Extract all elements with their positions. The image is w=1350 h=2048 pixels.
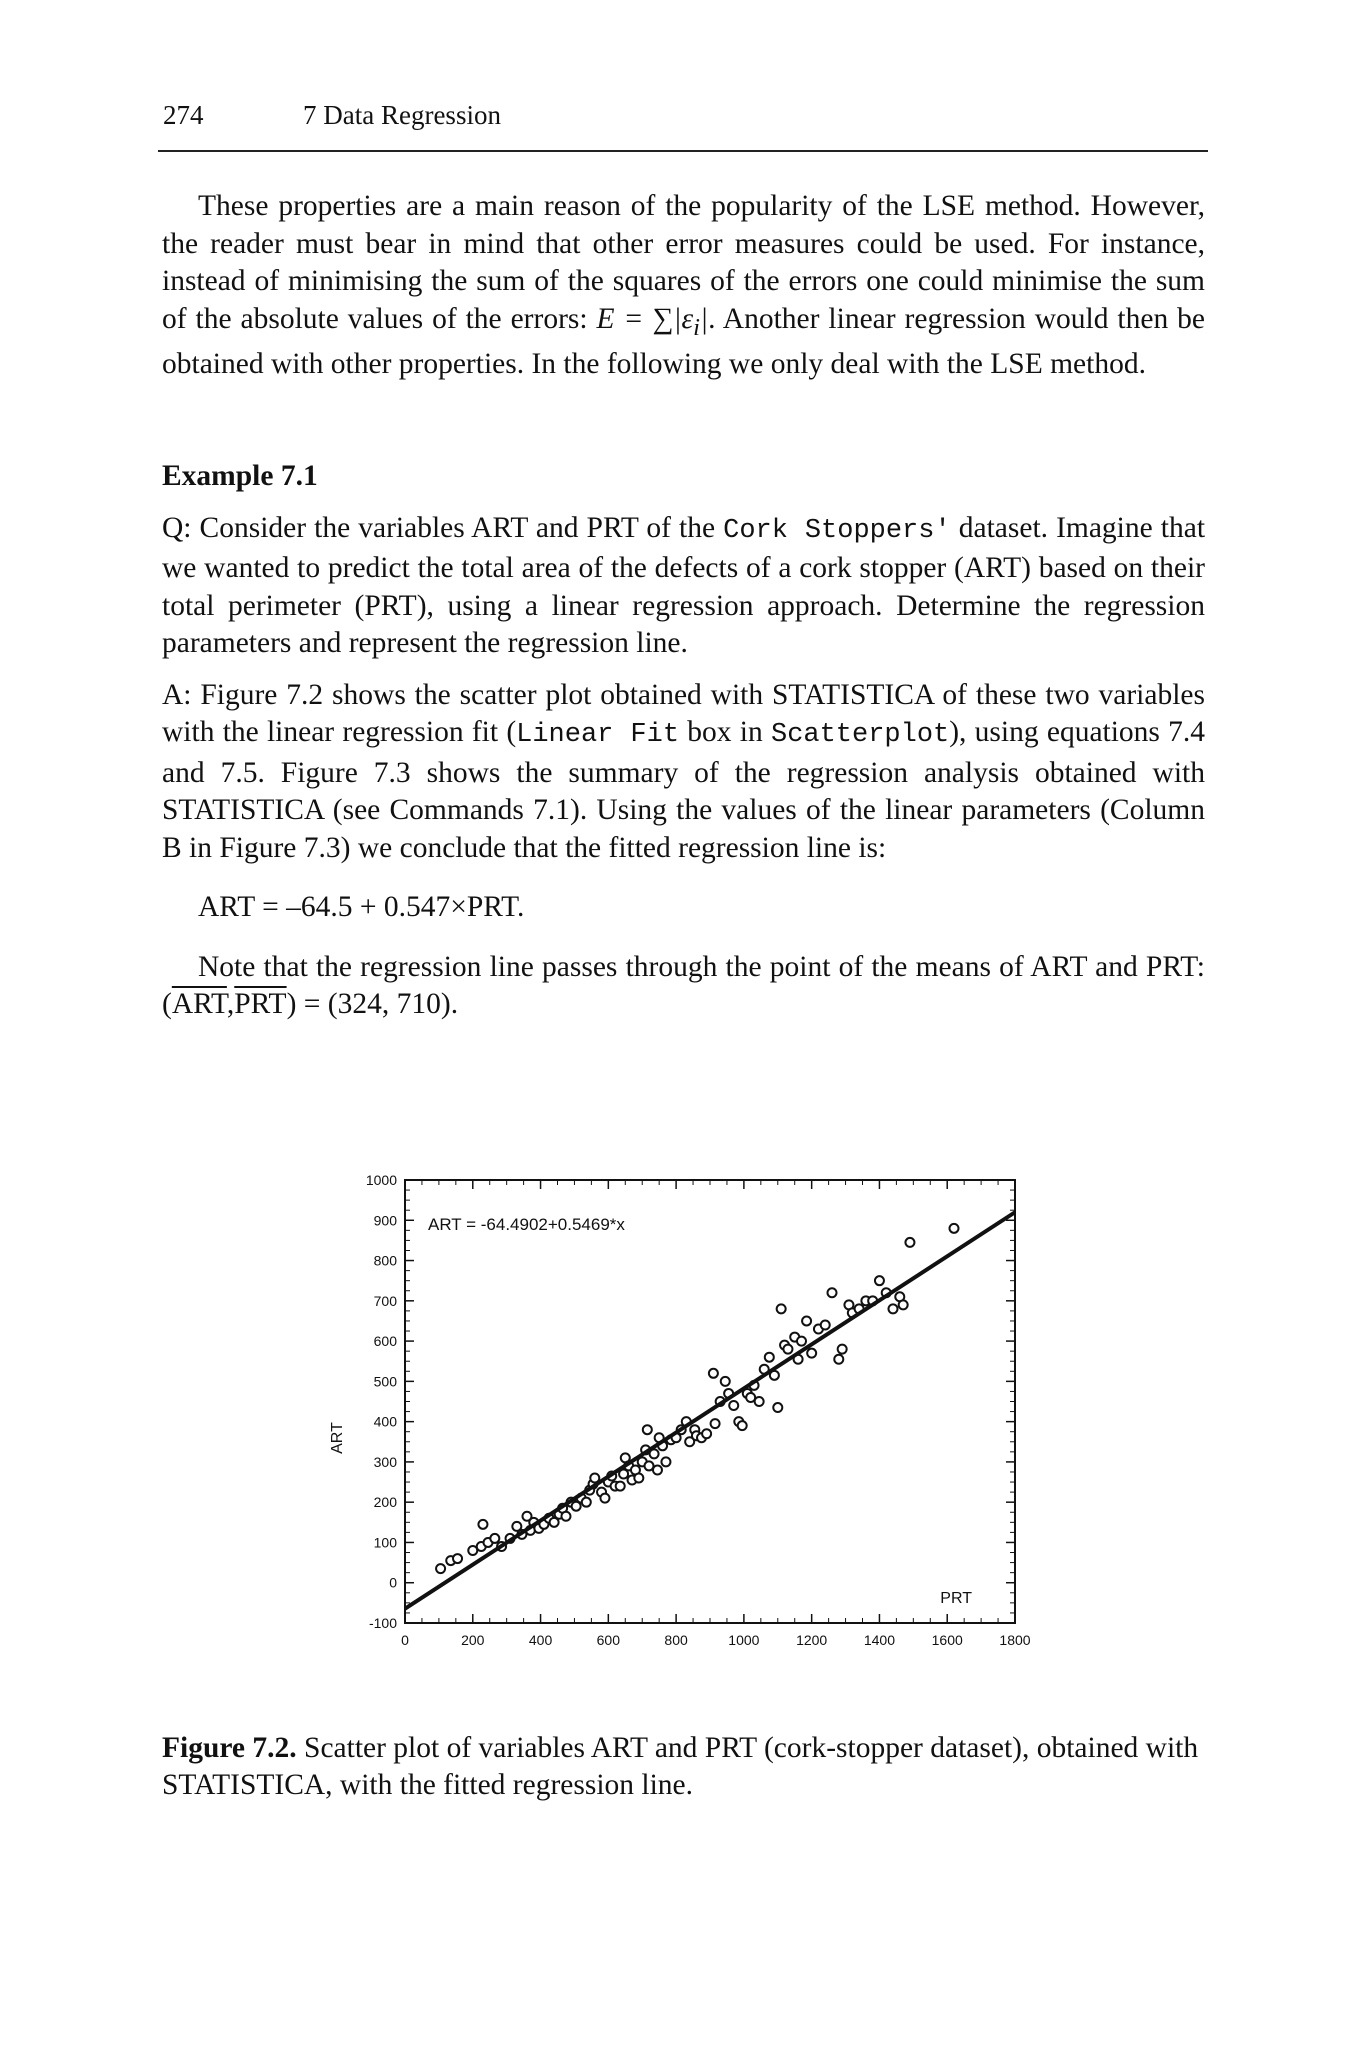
lse-text: These properties are a main reason of the popularity of the LSE method. However, the reader must bear in mind that other error measures could be used. For instance, instead of minimising the sum of the squares of the errors one could minimise the sum of the absolute values of the errors: — [162, 190, 1205, 335]
lse-text-rest: . Another linear regression would then be obtained with other properties. In the following we only deal with the LSE method. — [162, 302, 1205, 380]
data-point — [773, 1403, 782, 1412]
y-tick-label: 300 — [373, 1453, 397, 1470]
abs-error-formula: $E = \sum|\varepsilon_i|$ — [596, 302, 709, 341]
mean-prt: $\overline{PRT}$ — [234, 988, 287, 1020]
data-point — [797, 1337, 806, 1346]
y-axis-label: ART — [329, 1422, 346, 1454]
example-answer: A: Figure 7.2 shows the scatter plot obtained with STATISTICA of these two variables with the linear regression fit (Linear Fit box in Scatterplot), using equations 7.4 and 7.5. Figure 7.3 shows the summary of the regression analysis obtained with STATISTICA (see Commands 7.1). Using the values of the linear parameters (Column B in Figure 7.3) we conclude that the fitted regression line is: — [162, 678, 1206, 864]
data-point — [453, 1554, 462, 1563]
data-point — [821, 1320, 830, 1329]
data-point — [834, 1355, 843, 1364]
data-point — [802, 1316, 811, 1325]
x-axis-label: PRT — [940, 1590, 972, 1607]
data-point — [643, 1425, 652, 1434]
y-tick-label: 600 — [373, 1333, 397, 1350]
data-point — [807, 1349, 816, 1358]
x-tick-label: 600 — [596, 1632, 621, 1648]
data-point — [490, 1534, 499, 1543]
data-point — [828, 1288, 837, 1297]
data-point — [950, 1224, 959, 1233]
y-tick-label: 200 — [373, 1494, 397, 1511]
y-tick-label: 100 — [373, 1534, 397, 1551]
y-tick-label: 0 — [389, 1574, 397, 1591]
data-point — [738, 1421, 747, 1430]
data-point — [783, 1345, 792, 1354]
y-tick-label: 500 — [373, 1373, 397, 1390]
x-tick-label: 400 — [528, 1632, 553, 1648]
example-question: Q: Consider the variables ART and PRT of the Cork Stoppers' dataset. Imagine that we wanted to predict the total area of the defects of a cork stopper (ART) based on their total perimeter (PRT), using a linear regression approach. Determine the regression parameters and represent the regression line. — [162, 511, 1206, 659]
lse-paragraph — [162, 188, 1205, 383]
data-point — [661, 1457, 670, 1466]
plot-frame — [405, 1180, 1015, 1623]
data-point — [616, 1482, 625, 1491]
data-point — [561, 1512, 570, 1521]
x-tick-label: 1000 — [728, 1632, 760, 1648]
data-point — [838, 1345, 847, 1354]
y-tick-label: 800 — [373, 1252, 397, 1269]
data-point — [634, 1474, 643, 1483]
example-block — [162, 458, 1205, 1024]
regression-line — [405, 1212, 1015, 1608]
data-point — [600, 1494, 609, 1503]
y-tick-label: 700 — [373, 1292, 397, 1309]
y-tick-label: 1000 — [365, 1172, 397, 1188]
data-point — [436, 1564, 445, 1573]
x-tick-label: 1600 — [931, 1632, 963, 1648]
y-tick-label: 900 — [373, 1212, 397, 1229]
data-point — [729, 1401, 738, 1410]
code-linear-fit: Linear Fit — [516, 720, 680, 750]
regression-equation: ART = –64.5 + 0.547×PRT. — [198, 891, 525, 923]
data-point — [889, 1304, 898, 1313]
data-point — [702, 1429, 711, 1438]
scatter-chart — [320, 1160, 1050, 1720]
data-point — [875, 1276, 884, 1285]
y-tick-label: 400 — [373, 1413, 397, 1430]
data-point — [899, 1300, 908, 1309]
x-tick-label: 1800 — [999, 1632, 1031, 1648]
x-tick-label: 1400 — [863, 1632, 896, 1648]
figure-caption — [162, 1730, 1205, 1804]
data-point — [721, 1377, 730, 1386]
x-tick-label: 1200 — [796, 1632, 828, 1648]
chapter-title: 7 Data Regression — [303, 100, 501, 130]
x-tick-label: 0 — [401, 1632, 409, 1648]
data-point — [711, 1419, 720, 1428]
mean-art: $\overline{ART}$ — [171, 988, 227, 1020]
data-point — [582, 1498, 591, 1507]
caption-text: Scatter plot of variables ART and PRT (cork-stopper dataset), obtained with STATISTICA, with the fitted regression line. — [162, 1732, 1199, 1801]
data-point — [905, 1238, 914, 1247]
paragraph-lse — [162, 188, 1205, 383]
data-point — [777, 1304, 786, 1313]
y-tick-label: -100 — [368, 1615, 397, 1631]
dataset-name: Cork Stoppers' — [723, 515, 951, 546]
x-tick-label: 800 — [664, 1632, 688, 1648]
page-number: 274 — [163, 100, 204, 130]
code-scatterplot: Scatterplot — [771, 720, 950, 750]
data-point — [755, 1397, 764, 1406]
x-tick-label: 200 — [461, 1632, 485, 1648]
running-header — [158, 100, 1208, 152]
data-point — [478, 1520, 487, 1529]
data-point — [653, 1465, 662, 1474]
example-title: Example 7.1 — [162, 460, 318, 492]
means-note: Note that the regression line passes through the point of the means of ART and PRT: $(\overline{ART},\overline{PRT}) = (324$, 710). — [162, 950, 1205, 1020]
data-point — [765, 1353, 774, 1362]
data-point — [709, 1369, 718, 1378]
regression-annotation: ART = -64.4902+0.5469*x — [428, 1215, 625, 1234]
caption-label: Figure 7.2. — [162, 1732, 297, 1764]
